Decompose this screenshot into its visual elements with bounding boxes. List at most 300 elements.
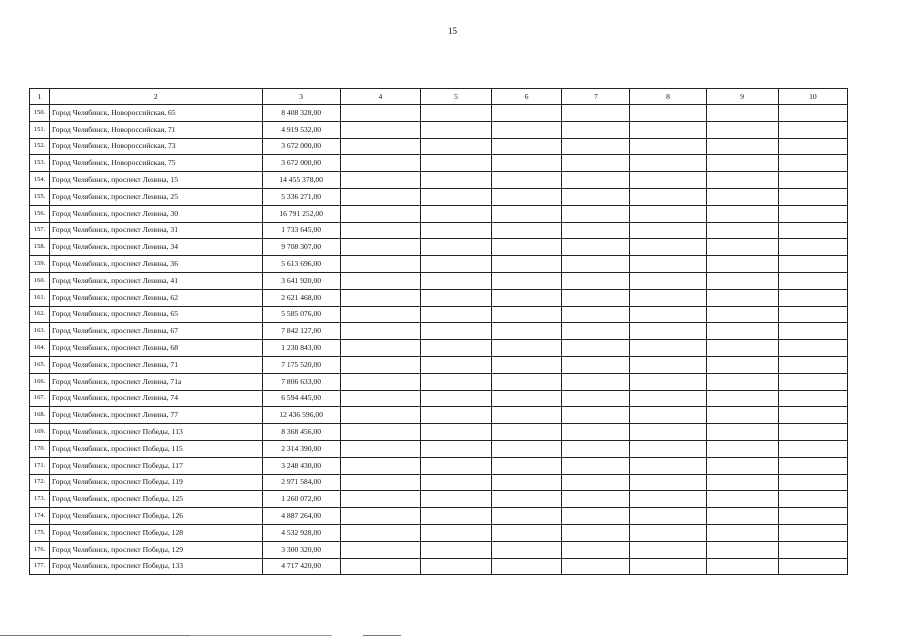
empty-cell-col-5 bbox=[420, 491, 491, 508]
empty-cell-col-5 bbox=[420, 558, 491, 575]
row-amount: 8 408 328,00 bbox=[262, 105, 340, 122]
empty-cell-col-4 bbox=[340, 121, 420, 138]
empty-cell-col-9 bbox=[706, 491, 778, 508]
row-number: 155. bbox=[30, 188, 50, 205]
table-body bbox=[30, 105, 848, 575]
empty-cell-col-9 bbox=[706, 474, 778, 491]
empty-cell-col-6 bbox=[492, 272, 562, 289]
table-row bbox=[30, 390, 848, 407]
footer-rule bbox=[0, 632, 905, 640]
empty-cell-col-4 bbox=[340, 222, 420, 239]
empty-cell-col-4 bbox=[340, 390, 420, 407]
empty-cell-col-8 bbox=[630, 155, 706, 172]
table-row bbox=[30, 239, 848, 256]
row-number: 162. bbox=[30, 306, 50, 323]
empty-cell-col-9 bbox=[706, 390, 778, 407]
empty-cell-col-5 bbox=[420, 239, 491, 256]
row-number: 154. bbox=[30, 172, 50, 189]
empty-cell-col-6 bbox=[492, 155, 562, 172]
row-number: 173. bbox=[30, 491, 50, 508]
table-row bbox=[30, 440, 848, 457]
empty-cell-col-9 bbox=[706, 457, 778, 474]
empty-cell-col-6 bbox=[492, 508, 562, 525]
empty-cell-col-10 bbox=[778, 272, 847, 289]
empty-cell-col-8 bbox=[630, 541, 706, 558]
table-row bbox=[30, 289, 848, 306]
empty-cell-col-5 bbox=[420, 508, 491, 525]
empty-cell-col-6 bbox=[492, 373, 562, 390]
empty-cell-col-5 bbox=[420, 457, 491, 474]
empty-cell-col-7 bbox=[562, 440, 630, 457]
empty-cell-col-7 bbox=[562, 121, 630, 138]
empty-cell-col-10 bbox=[778, 373, 847, 390]
col-header-8: 8 bbox=[630, 89, 706, 105]
row-address: Город Челябинск, проспект Ленина, 74 bbox=[50, 390, 263, 407]
table-row bbox=[30, 272, 848, 289]
empty-cell-col-6 bbox=[492, 541, 562, 558]
empty-cell-col-7 bbox=[562, 373, 630, 390]
empty-cell-col-10 bbox=[778, 558, 847, 575]
row-address: Город Челябинск, проспект Ленина, 71а bbox=[50, 373, 263, 390]
empty-cell-col-4 bbox=[340, 558, 420, 575]
empty-cell-col-9 bbox=[706, 356, 778, 373]
empty-cell-col-6 bbox=[492, 222, 562, 239]
empty-cell-col-4 bbox=[340, 138, 420, 155]
row-amount: 5 585 076,00 bbox=[262, 306, 340, 323]
table-row bbox=[30, 340, 848, 357]
row-address: Город Челябинск, Новороссийская, 73 bbox=[50, 138, 263, 155]
row-number: 159. bbox=[30, 256, 50, 273]
empty-cell-col-4 bbox=[340, 289, 420, 306]
empty-cell-col-9 bbox=[706, 407, 778, 424]
empty-cell-col-5 bbox=[420, 373, 491, 390]
table-row bbox=[30, 138, 848, 155]
row-address: Город Челябинск, проспект Победы, 125 bbox=[50, 491, 263, 508]
empty-cell-col-8 bbox=[630, 289, 706, 306]
row-amount: 7 842 127,00 bbox=[262, 323, 340, 340]
empty-cell-col-6 bbox=[492, 558, 562, 575]
empty-cell-col-7 bbox=[562, 138, 630, 155]
row-address: Город Челябинск, Новороссийская, 71 bbox=[50, 121, 263, 138]
empty-cell-col-9 bbox=[706, 289, 778, 306]
empty-cell-col-4 bbox=[340, 424, 420, 441]
empty-cell-col-10 bbox=[778, 138, 847, 155]
row-number: 151. bbox=[30, 121, 50, 138]
empty-cell-col-4 bbox=[340, 340, 420, 357]
empty-cell-col-8 bbox=[630, 373, 706, 390]
row-address: Город Челябинск, Новороссийская, 65 bbox=[50, 105, 263, 122]
row-amount: 5 336 271,00 bbox=[262, 188, 340, 205]
empty-cell-col-4 bbox=[340, 306, 420, 323]
empty-cell-col-5 bbox=[420, 256, 491, 273]
empty-cell-col-9 bbox=[706, 306, 778, 323]
row-number: 152. bbox=[30, 138, 50, 155]
empty-cell-col-7 bbox=[562, 239, 630, 256]
row-amount: 3 672 000,00 bbox=[262, 155, 340, 172]
row-amount: 12 436 596,00 bbox=[262, 407, 340, 424]
row-address: Город Челябинск, проспект Ленина, 36 bbox=[50, 256, 263, 273]
row-amount: 4 919 532,00 bbox=[262, 121, 340, 138]
row-address: Город Челябинск, проспект Ленина, 71 bbox=[50, 356, 263, 373]
empty-cell-col-10 bbox=[778, 491, 847, 508]
table-row bbox=[30, 172, 848, 189]
empty-cell-col-5 bbox=[420, 407, 491, 424]
empty-cell-col-6 bbox=[492, 121, 562, 138]
row-address: Город Челябинск, проспект Победы, 115 bbox=[50, 440, 263, 457]
row-amount: 7 806 633,00 bbox=[262, 373, 340, 390]
row-address: Город Челябинск, проспект Ленина, 67 bbox=[50, 323, 263, 340]
empty-cell-col-5 bbox=[420, 340, 491, 357]
row-address: Город Челябинск, проспект Победы, 113 bbox=[50, 424, 263, 441]
row-number: 150. bbox=[30, 105, 50, 122]
empty-cell-col-6 bbox=[492, 440, 562, 457]
empty-cell-col-9 bbox=[706, 172, 778, 189]
empty-cell-col-5 bbox=[420, 105, 491, 122]
empty-cell-col-7 bbox=[562, 356, 630, 373]
col-header-5: 5 bbox=[420, 89, 491, 105]
empty-cell-col-7 bbox=[562, 424, 630, 441]
table-row bbox=[30, 121, 848, 138]
empty-cell-col-5 bbox=[420, 424, 491, 441]
table-row bbox=[30, 105, 848, 122]
row-address: Город Челябинск, проспект Победы, 128 bbox=[50, 524, 263, 541]
empty-cell-col-9 bbox=[706, 340, 778, 357]
registry-table bbox=[29, 88, 848, 575]
row-number: 177. bbox=[30, 558, 50, 575]
empty-cell-col-8 bbox=[630, 256, 706, 273]
row-amount: 3 672 000,00 bbox=[262, 138, 340, 155]
table-row bbox=[30, 407, 848, 424]
table-row bbox=[30, 205, 848, 222]
empty-cell-col-5 bbox=[420, 205, 491, 222]
empty-cell-col-6 bbox=[492, 239, 562, 256]
empty-cell-col-9 bbox=[706, 440, 778, 457]
empty-cell-col-6 bbox=[492, 138, 562, 155]
empty-cell-col-8 bbox=[630, 222, 706, 239]
empty-cell-col-10 bbox=[778, 222, 847, 239]
empty-cell-col-8 bbox=[630, 390, 706, 407]
row-amount: 3 300 320,00 bbox=[262, 541, 340, 558]
empty-cell-col-10 bbox=[778, 424, 847, 441]
empty-cell-col-5 bbox=[420, 188, 491, 205]
empty-cell-col-4 bbox=[340, 155, 420, 172]
empty-cell-col-8 bbox=[630, 457, 706, 474]
empty-cell-col-7 bbox=[562, 105, 630, 122]
empty-cell-col-9 bbox=[706, 239, 778, 256]
empty-cell-col-4 bbox=[340, 440, 420, 457]
row-number: 164. bbox=[30, 340, 50, 357]
empty-cell-col-9 bbox=[706, 524, 778, 541]
col-header-2: 2 bbox=[50, 89, 263, 105]
empty-cell-col-6 bbox=[492, 474, 562, 491]
empty-cell-col-10 bbox=[778, 340, 847, 357]
empty-cell-col-6 bbox=[492, 390, 562, 407]
empty-cell-col-6 bbox=[492, 457, 562, 474]
empty-cell-col-10 bbox=[778, 205, 847, 222]
row-amount: 2 621 468,00 bbox=[262, 289, 340, 306]
empty-cell-col-10 bbox=[778, 474, 847, 491]
empty-cell-col-5 bbox=[420, 524, 491, 541]
empty-cell-col-8 bbox=[630, 474, 706, 491]
row-amount: 7 175 520,00 bbox=[262, 356, 340, 373]
empty-cell-col-5 bbox=[420, 390, 491, 407]
empty-cell-col-6 bbox=[492, 289, 562, 306]
empty-cell-col-4 bbox=[340, 105, 420, 122]
empty-cell-col-4 bbox=[340, 239, 420, 256]
empty-cell-col-10 bbox=[778, 457, 847, 474]
empty-cell-col-4 bbox=[340, 188, 420, 205]
empty-cell-col-9 bbox=[706, 121, 778, 138]
empty-cell-col-7 bbox=[562, 272, 630, 289]
empty-cell-col-10 bbox=[778, 289, 847, 306]
row-amount: 4 717 420,00 bbox=[262, 558, 340, 575]
empty-cell-col-10 bbox=[778, 172, 847, 189]
row-number: 170. bbox=[30, 440, 50, 457]
row-number: 169. bbox=[30, 424, 50, 441]
empty-cell-col-9 bbox=[706, 256, 778, 273]
empty-cell-col-7 bbox=[562, 457, 630, 474]
row-address: Город Челябинск, проспект Победы, 129 bbox=[50, 541, 263, 558]
col-header-3: 3 bbox=[262, 89, 340, 105]
col-header-6: 6 bbox=[492, 89, 562, 105]
empty-cell-col-9 bbox=[706, 188, 778, 205]
row-address: Город Челябинск, проспект Ленина, 65 bbox=[50, 306, 263, 323]
empty-cell-col-4 bbox=[340, 373, 420, 390]
row-amount: 2 314 390,00 bbox=[262, 440, 340, 457]
empty-cell-col-6 bbox=[492, 407, 562, 424]
empty-cell-col-9 bbox=[706, 222, 778, 239]
row-amount: 2 971 584,00 bbox=[262, 474, 340, 491]
row-address: Город Челябинск, проспект Победы, 119 bbox=[50, 474, 263, 491]
empty-cell-col-6 bbox=[492, 323, 562, 340]
empty-cell-col-4 bbox=[340, 508, 420, 525]
col-header-10: 10 bbox=[778, 89, 847, 105]
empty-cell-col-6 bbox=[492, 340, 562, 357]
empty-cell-col-7 bbox=[562, 558, 630, 575]
row-amount: 1 230 843,00 bbox=[262, 340, 340, 357]
row-number: 174. bbox=[30, 508, 50, 525]
table-row bbox=[30, 155, 848, 172]
row-number: 166. bbox=[30, 373, 50, 390]
empty-cell-col-10 bbox=[778, 256, 847, 273]
row-address: Город Челябинск, проспект Ленина, 41 bbox=[50, 272, 263, 289]
table-row bbox=[30, 541, 848, 558]
empty-cell-col-10 bbox=[778, 407, 847, 424]
row-number: 157. bbox=[30, 222, 50, 239]
row-address: Город Челябинск, проспект Ленина, 77 bbox=[50, 407, 263, 424]
empty-cell-col-8 bbox=[630, 272, 706, 289]
empty-cell-col-7 bbox=[562, 524, 630, 541]
row-number: 172. bbox=[30, 474, 50, 491]
empty-cell-col-10 bbox=[778, 390, 847, 407]
empty-cell-col-7 bbox=[562, 491, 630, 508]
empty-cell-col-8 bbox=[630, 407, 706, 424]
empty-cell-col-8 bbox=[630, 508, 706, 525]
empty-cell-col-7 bbox=[562, 256, 630, 273]
table-row bbox=[30, 356, 848, 373]
row-address: Город Челябинск, проспект Ленина, 25 bbox=[50, 188, 263, 205]
empty-cell-col-7 bbox=[562, 155, 630, 172]
empty-cell-col-9 bbox=[706, 205, 778, 222]
empty-cell-col-8 bbox=[630, 491, 706, 508]
empty-cell-col-4 bbox=[340, 407, 420, 424]
empty-cell-col-7 bbox=[562, 390, 630, 407]
row-number: 156. bbox=[30, 205, 50, 222]
row-address: Город Челябинск, Новороссийская, 75 bbox=[50, 155, 263, 172]
row-amount: 9 708 307,00 bbox=[262, 239, 340, 256]
empty-cell-col-10 bbox=[778, 188, 847, 205]
empty-cell-col-7 bbox=[562, 289, 630, 306]
empty-cell-col-9 bbox=[706, 272, 778, 289]
empty-cell-col-6 bbox=[492, 424, 562, 441]
empty-cell-col-5 bbox=[420, 121, 491, 138]
empty-cell-col-8 bbox=[630, 323, 706, 340]
table-row bbox=[30, 474, 848, 491]
empty-cell-col-8 bbox=[630, 205, 706, 222]
col-header-4: 4 bbox=[340, 89, 420, 105]
empty-cell-col-4 bbox=[340, 272, 420, 289]
empty-cell-col-5 bbox=[420, 172, 491, 189]
empty-cell-col-5 bbox=[420, 356, 491, 373]
empty-cell-col-7 bbox=[562, 474, 630, 491]
empty-cell-col-10 bbox=[778, 541, 847, 558]
empty-cell-col-7 bbox=[562, 340, 630, 357]
empty-cell-col-8 bbox=[630, 239, 706, 256]
empty-cell-col-6 bbox=[492, 524, 562, 541]
empty-cell-col-7 bbox=[562, 541, 630, 558]
row-number: 161. bbox=[30, 289, 50, 306]
row-amount: 8 368 456,00 bbox=[262, 424, 340, 441]
table-row bbox=[30, 256, 848, 273]
table-row bbox=[30, 424, 848, 441]
empty-cell-col-10 bbox=[778, 524, 847, 541]
empty-cell-col-10 bbox=[778, 121, 847, 138]
empty-cell-col-10 bbox=[778, 440, 847, 457]
empty-cell-col-8 bbox=[630, 121, 706, 138]
table-row bbox=[30, 188, 848, 205]
empty-cell-col-5 bbox=[420, 474, 491, 491]
empty-cell-col-4 bbox=[340, 256, 420, 273]
empty-cell-col-9 bbox=[706, 105, 778, 122]
empty-cell-col-6 bbox=[492, 491, 562, 508]
table-row bbox=[30, 306, 848, 323]
empty-cell-col-9 bbox=[706, 373, 778, 390]
empty-cell-col-8 bbox=[630, 188, 706, 205]
empty-cell-col-4 bbox=[340, 323, 420, 340]
row-number: 165. bbox=[30, 356, 50, 373]
empty-cell-col-9 bbox=[706, 424, 778, 441]
row-number: 163. bbox=[30, 323, 50, 340]
empty-cell-col-10 bbox=[778, 105, 847, 122]
empty-cell-col-5 bbox=[420, 306, 491, 323]
row-amount: 6 594 445,00 bbox=[262, 390, 340, 407]
empty-cell-col-10 bbox=[778, 306, 847, 323]
empty-cell-col-5 bbox=[420, 541, 491, 558]
empty-cell-col-8 bbox=[630, 558, 706, 575]
empty-cell-col-6 bbox=[492, 256, 562, 273]
col-header-1: 1 bbox=[30, 89, 50, 105]
table-row bbox=[30, 508, 848, 525]
row-number: 153. bbox=[30, 155, 50, 172]
empty-cell-col-9 bbox=[706, 508, 778, 525]
table-row bbox=[30, 373, 848, 390]
row-number: 175. bbox=[30, 524, 50, 541]
empty-cell-col-7 bbox=[562, 172, 630, 189]
row-amount: 3 248 430,00 bbox=[262, 457, 340, 474]
table-row bbox=[30, 524, 848, 541]
row-number: 171. bbox=[30, 457, 50, 474]
empty-cell-col-9 bbox=[706, 541, 778, 558]
empty-cell-col-10 bbox=[778, 323, 847, 340]
row-address: Город Челябинск, проспект Победы, 133 bbox=[50, 558, 263, 575]
empty-cell-col-5 bbox=[420, 155, 491, 172]
empty-cell-col-6 bbox=[492, 306, 562, 323]
row-amount: 1 733 645,00 bbox=[262, 222, 340, 239]
row-address: Город Челябинск, проспект Ленина, 34 bbox=[50, 239, 263, 256]
empty-cell-col-10 bbox=[778, 155, 847, 172]
row-number: 160. bbox=[30, 272, 50, 289]
empty-cell-col-7 bbox=[562, 188, 630, 205]
table-row bbox=[30, 323, 848, 340]
empty-cell-col-10 bbox=[778, 508, 847, 525]
empty-cell-col-6 bbox=[492, 172, 562, 189]
empty-cell-col-6 bbox=[492, 105, 562, 122]
empty-cell-col-8 bbox=[630, 440, 706, 457]
table-row bbox=[30, 491, 848, 508]
empty-cell-col-5 bbox=[420, 289, 491, 306]
empty-cell-col-7 bbox=[562, 323, 630, 340]
row-amount: 4 887 264,00 bbox=[262, 508, 340, 525]
row-amount: 3 641 920,00 bbox=[262, 272, 340, 289]
empty-cell-col-8 bbox=[630, 172, 706, 189]
empty-cell-col-4 bbox=[340, 524, 420, 541]
empty-cell-col-5 bbox=[420, 440, 491, 457]
empty-cell-col-9 bbox=[706, 558, 778, 575]
row-amount: 16 791 252,00 bbox=[262, 205, 340, 222]
row-address: Город Челябинск, проспект Ленина, 30 bbox=[50, 205, 263, 222]
empty-cell-col-6 bbox=[492, 205, 562, 222]
empty-cell-col-6 bbox=[492, 188, 562, 205]
empty-cell-col-8 bbox=[630, 105, 706, 122]
empty-cell-col-8 bbox=[630, 138, 706, 155]
empty-cell-col-6 bbox=[492, 356, 562, 373]
empty-cell-col-7 bbox=[562, 407, 630, 424]
row-address: Город Челябинск, проспект Победы, 117 bbox=[50, 457, 263, 474]
empty-cell-col-8 bbox=[630, 424, 706, 441]
empty-cell-col-9 bbox=[706, 323, 778, 340]
page-number: 15 bbox=[448, 26, 457, 36]
empty-cell-col-5 bbox=[420, 272, 491, 289]
empty-cell-col-4 bbox=[340, 356, 420, 373]
row-amount: 1 260 072,00 bbox=[262, 491, 340, 508]
empty-cell-col-8 bbox=[630, 356, 706, 373]
empty-cell-col-5 bbox=[420, 323, 491, 340]
row-amount: 5 613 696,00 bbox=[262, 256, 340, 273]
empty-cell-col-10 bbox=[778, 239, 847, 256]
row-address: Город Челябинск, проспект Победы, 126 bbox=[50, 508, 263, 525]
empty-cell-col-8 bbox=[630, 306, 706, 323]
empty-cell-col-9 bbox=[706, 138, 778, 155]
empty-cell-col-5 bbox=[420, 138, 491, 155]
row-amount: 14 455 378,00 bbox=[262, 172, 340, 189]
empty-cell-col-7 bbox=[562, 222, 630, 239]
header-row bbox=[30, 89, 848, 105]
empty-cell-col-4 bbox=[340, 541, 420, 558]
row-number: 168. bbox=[30, 407, 50, 424]
empty-cell-col-7 bbox=[562, 508, 630, 525]
empty-cell-col-7 bbox=[562, 306, 630, 323]
row-number: 158. bbox=[30, 239, 50, 256]
